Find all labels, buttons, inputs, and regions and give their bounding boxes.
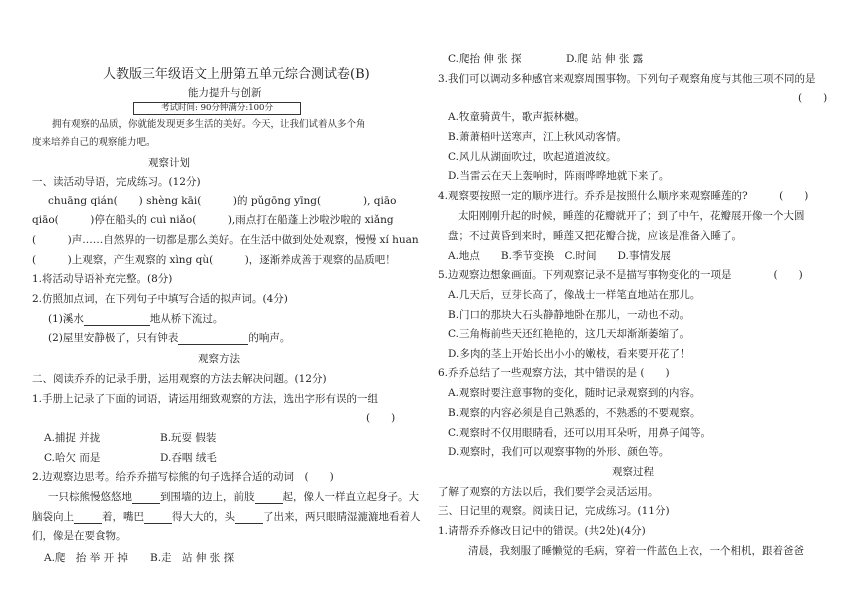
section-heading-process: 观察过程: [612, 466, 654, 478]
bear-passage-line-1: [48, 490, 419, 504]
exam-subtitle: 能力提升与创新: [188, 87, 262, 99]
option-c: C.风儿从湖面吹过，吹起道道波纹。: [448, 151, 617, 163]
time-info-box: 考试时间: 90分钟满分:100分: [133, 102, 301, 115]
option-b: B.门口的那块大石头静静地卧在那儿，一动也不动。: [448, 309, 691, 321]
answer-blank[interactable]: [74, 511, 102, 524]
option-b: B.观察的内容必须是自己熟悉的，不熟悉的不要观察。: [448, 407, 701, 419]
option-b: B.萧萧梧叶送寒声，江上秋风动客情。: [448, 131, 628, 143]
blank-prefix: (2)屋里安静极了，只有钟表: [48, 332, 179, 344]
option-d: D.观察时，我们可以观察事物的外形、颜色等。: [448, 446, 670, 458]
question-1-2: 2.仿照加点词，在下列句子中填写合适的拟声词。(4分): [32, 293, 288, 305]
question-1-1: 1.将活动导语补充完整。(8分): [32, 273, 173, 285]
passage-text: 一只棕熊慢悠悠地: [48, 491, 132, 503]
option-c: C.哈欠 而是: [44, 452, 101, 464]
blank-prefix: (1)溪水: [48, 313, 84, 325]
question-1-2-b: [48, 331, 290, 345]
option-c: C.观察时不仅用眼睛看，还可以用耳朵听，用鼻子闻等。: [448, 427, 711, 439]
option-d: D.多肉的茎上开始长出小小的嫩枝，看来要开花了！: [448, 348, 691, 360]
bear-passage-line-2: [32, 510, 421, 524]
intro-line-1: 拥有观察的品质，你就能发现更多生活的美好。今天，让我们试着从多个角: [52, 119, 366, 130]
option-d: D.爬 站 伸 张 露: [566, 53, 644, 65]
section-heading-method: 观察方法: [198, 353, 240, 365]
option-c: C.爬抬 伸 张 探: [448, 53, 522, 65]
question-2-4-options: A.地点 B.季节变换 C.时间 D.事情发展: [448, 250, 671, 262]
blank-suffix: 地从桥下流过。: [149, 313, 224, 325]
question-2-5: 5.边观察边想象画面。下列观察记录不是描写事物变化的一项是 ( ): [438, 269, 803, 281]
answer-blank[interactable]: [255, 491, 283, 504]
pinyin-line-2: qiāo( )停在船头的 cuì niǎo( ),雨点打在船蓬上沙啦沙啦的 xiǎng: [32, 214, 394, 226]
option-a: A.几天后，豆芽长高了，像战士一样笔直地站在那儿。: [448, 289, 701, 301]
question-2-3: 3.我们可以调动多种感官来观察周围事物。下列句子观察角度与其他三项不同的是: [438, 73, 816, 85]
question-2-2: 2.边观察边思考。给乔乔描写棕熊的句子选择合适的动词 ( ): [32, 471, 334, 483]
option-a: A.捕捉 并拢: [44, 432, 101, 444]
passage-text: 起，像人一样直立起身子。大: [282, 491, 419, 503]
question-3-heading: 三、日记里的观察。阅读日记，完成练习。(11分): [438, 505, 670, 517]
question-2-6: 6.乔乔总结了一些观察方法，其中错误的是 ( ): [438, 367, 670, 379]
pinyin-line-4: ( )上观察，产生观察的 xìng qù( )，逐渐养成善于观察的品质吧！: [32, 254, 396, 266]
answer-blank[interactable]: [178, 332, 248, 345]
option-a: A.观察时要注意事物的变化，随时记录观察到的内容。: [448, 387, 701, 399]
option-d: D.当雷云在天上轰响时，阵雨哗哗地就下来了。: [448, 170, 670, 182]
answer-blank[interactable]: [132, 491, 160, 504]
exam-title: 人教版三年级语文上册第五单元综合测试卷(B): [103, 67, 370, 82]
passage-text: 得大大的，头: [172, 511, 235, 523]
bear-passage-line-3: 们，像是在要食物。: [32, 530, 127, 542]
section-heading-plan: 观察计划: [148, 157, 190, 169]
answer-blank[interactable]: [84, 313, 150, 326]
question-1-heading: 一、读活动导语，完成练习。(12分): [32, 176, 201, 188]
answer-blank[interactable]: [235, 511, 263, 524]
process-intro: 了解了观察的方法以后，我们要学会灵活运用。: [438, 486, 659, 498]
pinyin-line-1: chuāng qián( ) shèng kāi( )的 pǔgōng yīng( ), qiāo: [48, 195, 397, 207]
option-c: C.三角梅前些天还红艳艳的，这几天却渐渐萎缩了。: [448, 328, 690, 340]
diary-passage-line-1: 清晨，我刻服了睡懒觉的毛病，穿着一件蓝色上衣，一个相机，跟着爸爸: [468, 545, 804, 557]
option-a: A.爬 抬 举 开 掉: [44, 552, 128, 564]
option-b: B.走 站 伸 张 探: [150, 552, 235, 564]
option-d: D.吞咽 绒毛: [160, 452, 217, 464]
option-a: A.牧童骑黄牛，歌声振林樾。: [448, 111, 585, 123]
question-2-1: 1.手册上记录了下面的词语，请运用细致观察的方法，选出字形有误的一组: [32, 393, 379, 405]
answer-paren: ( ): [798, 92, 828, 104]
answer-blank[interactable]: [144, 511, 172, 524]
pinyin-line-3: ( )声……自然界的一切都是那么美好。在生活中做到处处观察，慢慢 xí huan: [32, 234, 419, 246]
passage-text: 着，嘴巴: [102, 511, 144, 523]
passage-text: 到围墙的边上，前肢: [160, 491, 255, 503]
water-lily-passage-line-1: 太阳刚刚升起的时候，睡莲的花瓣就开了；到了中午，花瓣展开像一个大圆: [458, 210, 805, 222]
intro-line-2: 度来培养自己的观察能力吧。: [32, 137, 156, 148]
question-2-heading: 二、阅读乔乔的记录手册，运用观察的方法去解决问题。(12分): [32, 373, 327, 385]
passage-text: 脑袋向上: [32, 511, 74, 523]
water-lily-passage-line-2: 盘；不过黄昏到来时，睡莲又把花瓣合拢，应该是准备入睡了。: [448, 230, 742, 242]
question-3-1: 1.请帮乔乔修改日记中的错误。(共2处)(4分): [438, 525, 646, 537]
option-b: B.玩耍 假装: [160, 432, 217, 444]
blank-suffix: 的响声。: [248, 332, 291, 344]
passage-text: 了出来，两只眼睛湿漉漉地看着人: [263, 511, 421, 523]
question-1-2-a: [48, 312, 223, 326]
answer-paren: ( ): [366, 412, 396, 424]
question-2-4: 4.观察要按照一定的顺序进行。乔乔是按照什么顺序来观察睡莲的? ( ): [438, 190, 809, 202]
